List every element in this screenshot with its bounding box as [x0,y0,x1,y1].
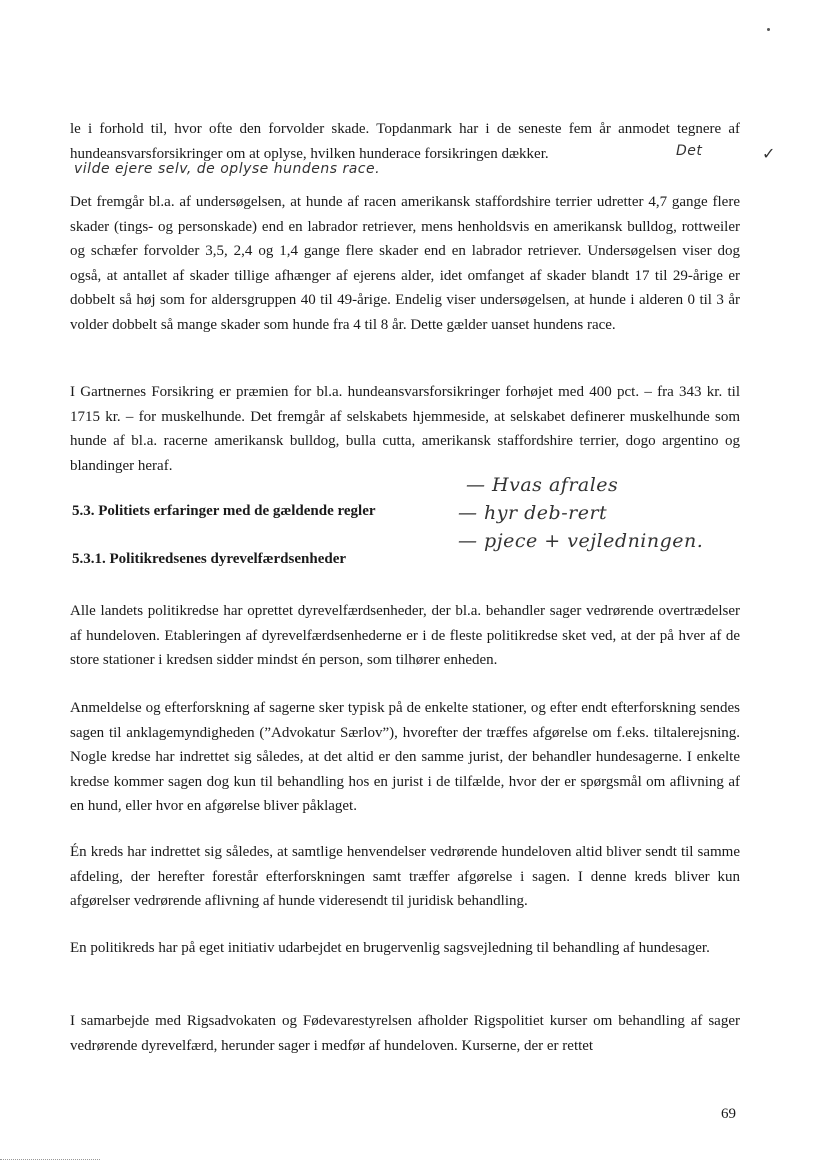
paragraph-politikredse: Alle landets politikredse har oprettet dyrevelfærdsenheder, der bl.a. behandler sager vedrørende overtrædelser af hundeloven. Etableringen af dyrevelfærdsenhederne er i de fleste politikredse sket ved, at der på hver af de store stationer i kredsen sidder mindst én person, som tilhører enheden. [70,603,740,668]
heading-section-5-3: 5.3. Politiets erfaringer med de gældende regler [72,503,376,519]
handwritten-list-item-3: — pjece + vejledningen. [458,530,704,552]
paragraph-rigsadvokaten: I samarbejde med Rigsadvokaten og Fødevarestyrelsen afholder Rigspolitiet kurser om behandling af sager vedrørende dyrevelfærd, herunder sager i medfør af hundeloven. Kurserne, der er rettet [70,1013,740,1054]
page-number: 69 [721,1106,736,1122]
paragraph-undersoegelsen: Det fremgår bl.a. af undersøgelsen, at hunde af racen amerikansk staffordshire terrier udretter 4,7 gange flere skader (tings- og personskade) end en labrador retriever, mens henholdsvis en amerikansk bulldog, rottweiler og schæfer forvolder 3,5, 2,4 og 1,4 gange flere skader end en labrador retriever. Undersøgelsen viser dog også, at antallet af skader tillige afhænger af ejerens alder, idet omfanget af skader blandt 17 til 29-årige er dobbelt så høj som for aldersgruppen 40 til 49-årige. Endelig viser undersøgelsen, at hunde i alderen 0 til 3 år volder dobbelt så mange skader som hunde fra 4 til 8 år. Dette gælder uanset hundens race. [70,194,740,333]
paragraph-topdanmark: le i forhold til, hvor ofte den forvolder skade. Topdanmark har i de seneste fem år anmodet tegnere af hundeansvarsforsikringer om at oplyse, hvilken hunderace forsikringen dækker. [70,121,740,162]
scan-edge-dots [0,1159,100,1160]
handwritten-note-line2: vilde ejere selv, de oplyse hundens race. [74,161,381,177]
paragraph-en-kreds: Én kreds har indrettet sig således, at samtlige henvendelser vedrørende hundeloven altid bliver sendt til samme afdeling, der herefter forestår efterforskningen samt træffer afgørelse i sagen. I denne kreds bliver kun afgørelser vedrørende aflivning af hunde videresendt til juridisk behandling. [70,844,740,909]
handwritten-note-det: Det [676,143,703,159]
heading-section-5-3-1: 5.3.1. Politikredsenes dyrevelfærdsenheder [72,551,347,567]
paragraph-sagsvejledning: En politikreds har på eget initiativ udarbejdet en brugervenlig sagsvejledning til behandling af hundesager. [70,940,710,956]
handwritten-list-item-2: — hyr deb-rert [458,502,608,524]
handwritten-list-item-1: — Hvas afrales [466,474,619,496]
paragraph-gartnernes: I Gartnernes Forsikring er præmien for bl.a. hundeansvarsforsikringer forhøjet med 400 pct. – fra 343 kr. til 1715 kr. – for muskelhunde. Det fremgår af selskabets hjemmeside, at selskabet definerer muskelhunde som hunde af bl.a. racerne amerikansk bulldog, bulla cutta, amerikansk staffordshire terrier, dogo argentino og blandinger heraf. [70,384,740,474]
margin-checkmark-icon: ✓ [762,144,776,163]
paragraph-anmeldelse: Anmeldelse og efterforskning af sagerne sker typisk på de enkelte stationer, og efter endt efterforskning sendes sagen til anklagemyndigheden (”Advokatur Særlov”), hvorefter der træffes afgørelse om f.eks. tiltalerejsning. Nogle kredse har indrettet sig således, at det altid er den samme jurist, der behandler hundesagerne. I enkelte kredse kommer sagen dog kun til behandling hos en jurist i de tilfælde, hvor der er spørgsmål om aflivning af en hund, eller hvor en afgørelse bliver påklaget. [70,700,740,814]
scan-speck [767,28,770,31]
